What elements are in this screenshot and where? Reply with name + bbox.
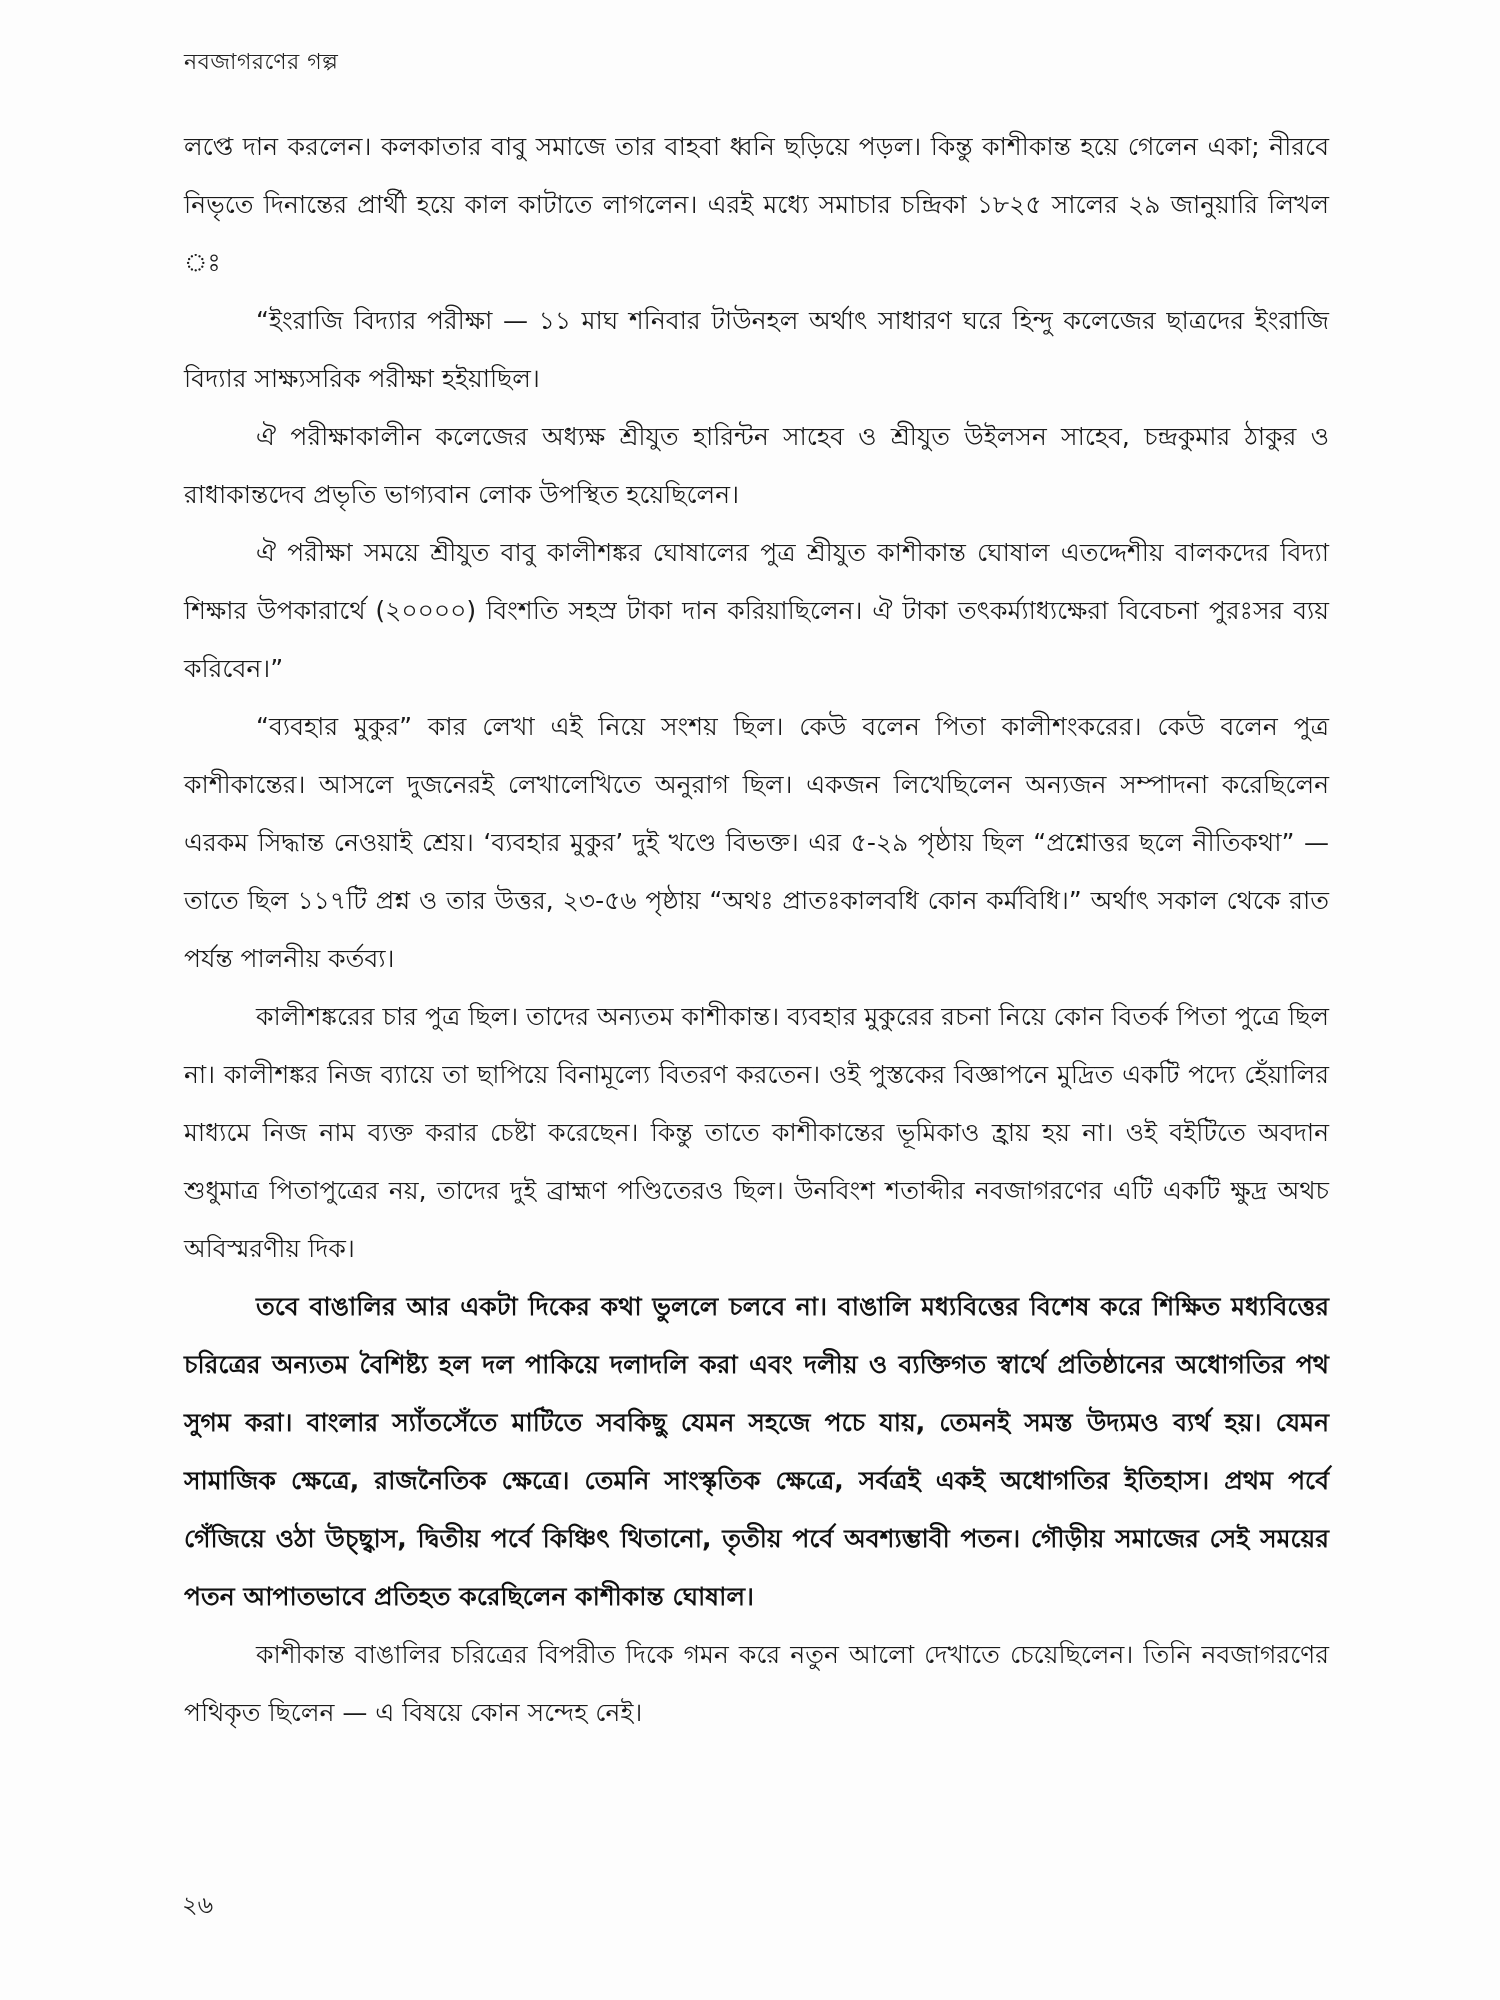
page-number: ২৬ — [182, 1891, 214, 1919]
paragraph-bengali-character: তবে বাঙালির আর একটা দিকের কথা ভুললে চলবে না। বাঙালি মধ্যবিত্তের বিশেষ করে শিক্ষিত মধ্যবিত্তের চরিত্রের অন্যতম বৈশিষ্ট্য হল দল পাকিয়ে দলাদলি করা এবং দলীয় ও ব্যক্তিগত স্বার্থে প্রতিষ্ঠানের অধোগতির পথ সুগম করা। বাংলার স্যাঁতসেঁতে মাটিতে সবকিছু যেমন সহজে পচে যায়, তেমনই সমস্ত উদ্যমও ব্যর্থ হয়। যেমন সামাজিক ক্ষেত্রে, রাজনৈতিক ক্ষেত্রে। তেমনি সাংস্কৃতিক ক্ষেত্রে, সর্বত্রই একই অধোগতির ইতিহাস। প্রথম পর্বে গেঁজিয়ে ওঠা উচ্ছ্বাস, দ্বিতীয় পর্বে কিঞ্চিৎ থিতানো, তৃতীয় পর্বে অবশ্যম্ভাবী পতন। গৌড়ীয় সমাজের সেই সময়ের পতন আপাতভাবে প্রতিহত করেছিলেন কাশীকান্ত ঘোষাল। — [184, 1292, 1329, 1611]
paragraph-kalishankar-sons: কালীশঙ্করের চার পুত্র ছিল। তাদের অন্যতম কাশীকান্ত। ব্যবহার মুকুরের রচনা নিয়ে কোন বিতর্ক পিতা পুত্রে ছিল না। কালীশঙ্কর নিজ ব্যায়ে তা ছাপিয়ে বিনামূল্যে বিতরণ করতেন। ওই পুস্তকের বিজ্ঞাপনে মুদ্রিত একটি পদ্যে হেঁয়ালির মাধ্যমে নিজ নাম ব্যক্ত করার চেষ্টা করেছেন। কিন্তু তাতে কাশীকান্তের ভূমিকাও হ্রায় হয় না। ওই বইটিতে অবদান শুধুমাত্র পিতাপুত্রের নয়, তাদের দুই ব্রাহ্মণ পণ্ডিতেরও ছিল। উনবিংশ শতাব্দীর নবজাগরণের এটি একটি ক্ষুদ্র অথচ অবিস্মরণীয় দিক। — [184, 1002, 1329, 1263]
paragraph-continuation: লপ্তে দান করলেন। কলকাতার বাবু সমাজে তার বাহবা ধ্বনি ছড়িয়ে পড়ল। কিন্তু কাশীকান্ত হয়ে গেলেন একা; নীরবে নিভৃতে দিনান্তের প্রার্থী হয়ে কাল কাটাতে লাগলেন। এরই মধ্যে সমাচার চন্দ্রিকা ১৮২৫ সালের ২৯ জানুয়ারি লিখল ঃ — [184, 132, 1329, 277]
running-header: নবজাগরণের গল্প — [184, 50, 339, 75]
body-text — [184, 118, 1329, 1742]
paragraph-byabohar-mukur: “ব্যবহার মুকুর” কার লেখা এই নিয়ে সংশয় ছিল। কেউ বলেন পিতা কালীশংকরের। কেউ বলেন পুত্র কাশীকান্তের। আসলে দুজনেরই লেখালেখিতে অনুরাগ ছিল। একজন লিখেছিলেন অন্যজন সম্পাদনা করেছিলেন এরকম সিদ্ধান্ত নেওয়াই শ্রেয়। ‘ব্যবহার মুকুর’ দুই খণ্ডে বিভক্ত। এর ৫-২৯ পৃষ্ঠায় ছিল “প্রশ্নোত্তর ছলে নীতিকথা” — তাতে ছিল ১১৭টি প্রশ্ন ও তার উত্তর, ২৩-৫৬ পৃষ্ঠায় “অথঃ প্রাতঃকালবধি কোন কর্মবিধি।” অর্থাৎ সকাল থেকে রাত পর্যন্ত পালনীয় কর্তব্য। — [184, 712, 1329, 973]
paragraph-quote-attendees: ঐ পরীক্ষাকালীন কলেজের অধ্যক্ষ শ্রীযুত হারিন্টন সাহেব ও শ্রীযুত উইলসন সাহেব, চন্দ্রকুমার ঠাকুর ও রাধাকান্তদেব প্রভৃতি ভাগ্যবান লোক উপস্থিত হয়েছিলেন। — [184, 422, 1329, 509]
paragraph-quote-exam: “ইংরাজি বিদ্যার পরীক্ষা — ১১ মাঘ শনিবার টাউনহল অর্থাৎ সাধারণ ঘরে হিন্দু কলেজের ছাত্রদের ইংরাজি বিদ্যার সাক্ষ্যসরিক পরীক্ষা হইয়াছিল। — [184, 306, 1329, 393]
paragraph-conclusion: কাশীকান্ত বাঙালির চরিত্রের বিপরীত দিকে গমন করে নতুন আলো দেখাতে চেয়েছিলেন। তিনি নবজাগরণের পথিকৃত ছিলেন — এ বিষয়ে কোন সন্দেহ নেই। — [184, 1640, 1329, 1727]
paragraph-quote-donation: ঐ পরীক্ষা সময়ে শ্রীযুত বাবু কালীশঙ্কর ঘোষালের পুত্র শ্রীযুত কাশীকান্ত ঘোষাল এতদ্দেশীয় বালকদের বিদ্যা শিক্ষার উপকারার্থে (২০০০০) বিংশতি সহস্র টাকা দান করিয়াছিলেন। ঐ টাকা তৎকর্ম্যাধ্যক্ষেরা বিবেচনা পুরঃসর ব্যয় করিবেন।” — [184, 538, 1329, 683]
